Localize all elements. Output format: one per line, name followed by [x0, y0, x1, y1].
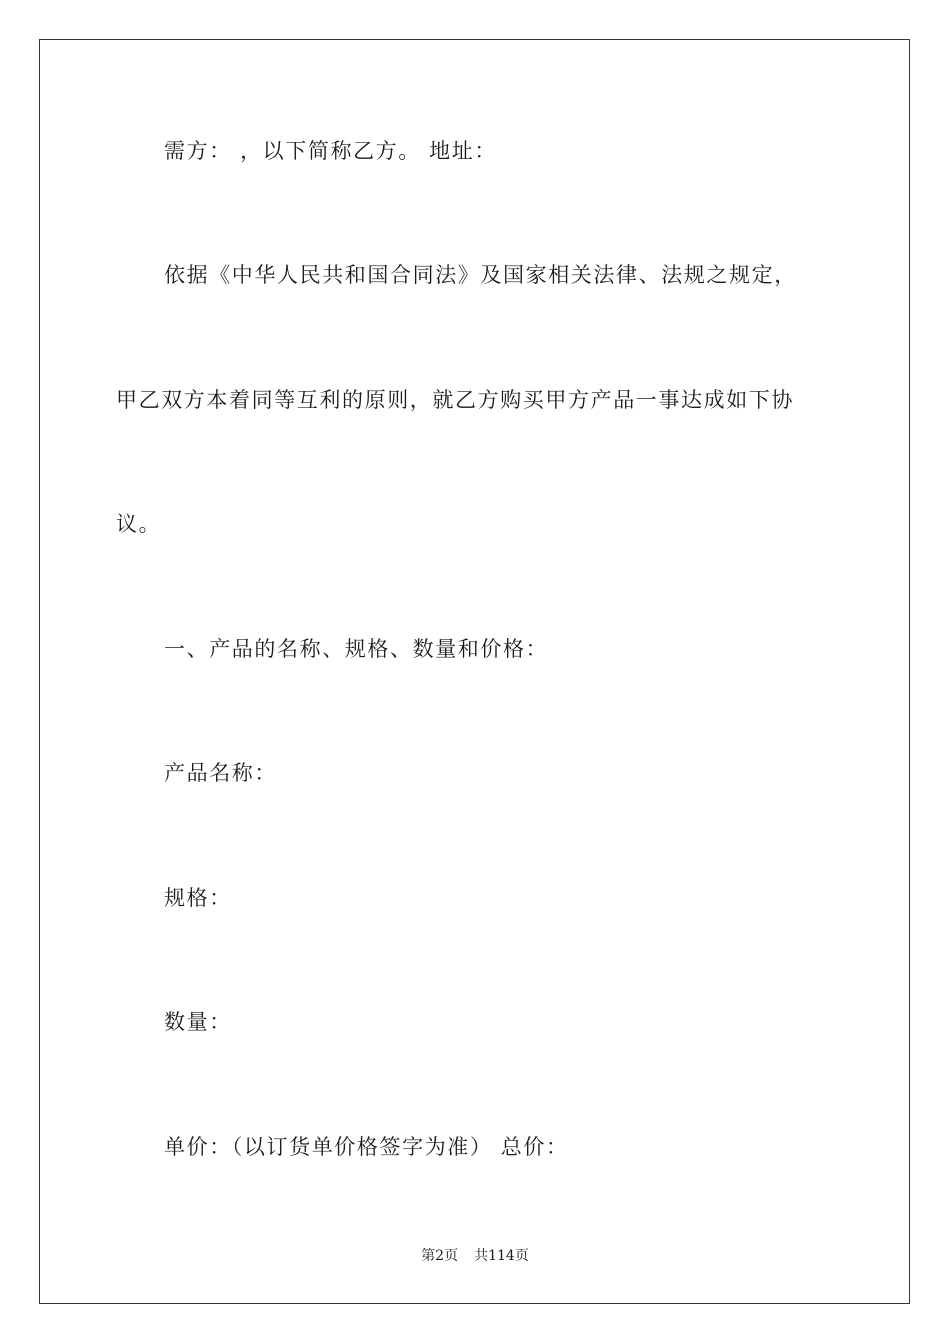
section-heading-product: 一、产品的名称、规格、数量和价格： [164, 637, 549, 661]
buyer-line: 需方： ，以下简称乙方。 地址： [164, 139, 497, 163]
product-name-field: 产品名称： [164, 761, 277, 785]
page-total: 共114页 [474, 1248, 529, 1264]
page-number: 第2页 [421, 1248, 459, 1264]
quantity-field: 数量： [164, 1010, 232, 1034]
page-footer [0, 1246, 950, 1266]
legal-basis-line: 依据《中华人民共和国合同法》及国家相关法律、法规之规定， [164, 263, 797, 287]
agreement-line: 甲乙双方本着同等互利的原则，就乙方购买甲方产品一事达成如下协 [116, 388, 794, 412]
agreement-line-end: 议。 [116, 512, 162, 536]
spec-field: 规格： [164, 886, 232, 910]
price-field: 单价：（以订货单价格签字为准） 总价： [164, 1135, 569, 1159]
page-border [39, 39, 910, 1304]
